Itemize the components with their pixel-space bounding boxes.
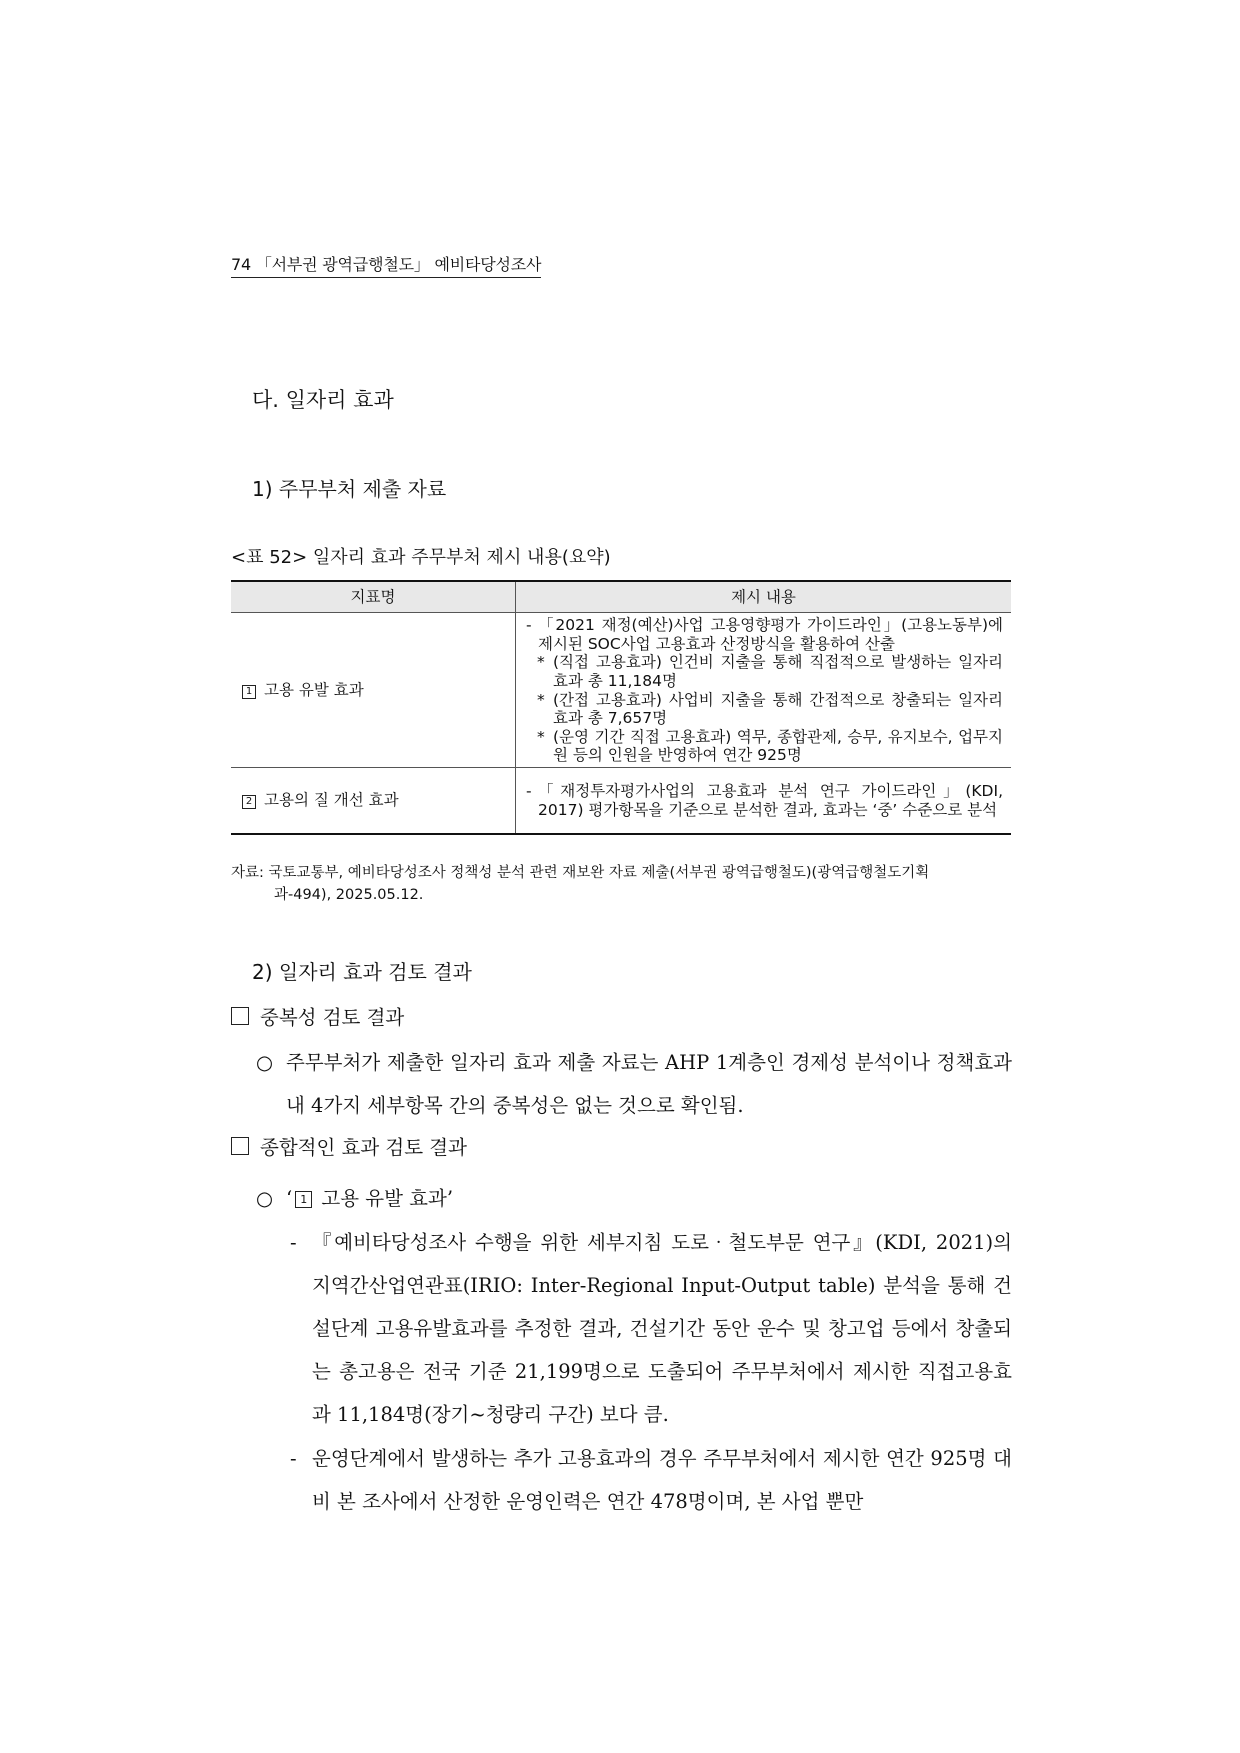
overall-review-heading <box>231 1132 467 1160</box>
item-name: 고용 유발 효과’ <box>321 1187 454 1210</box>
dash-marker: - <box>526 616 532 635</box>
asterisk-marker: * <box>537 727 545 746</box>
paragraph-text: 『예비타당성조사 수행을 위한 세부지침 도로‧철도부문 연구』(KDI, 2021)의 지역간산업연관표(IRIO: Inter-Regional Input-Output table) 분석을 통해 건설단계 고용유발효과를 추정한 결과, 건설기간 동안 운수 및 창고업 등에서 창출되는 총고용은 전국 기준 21,199명으로 도출되어 주무부처에서 제시한 직접고용효과 11,184명(장기~청량리 구간) 보다 큼. <box>312 1231 1012 1426</box>
running-header: 74 「서부권 광역급행철도」 예비타당성조사 <box>231 252 541 278</box>
dash-marker: - <box>290 1231 297 1254</box>
circle-bullet-icon: ○ <box>256 1187 274 1210</box>
square-bullet-icon <box>231 1137 249 1155</box>
indicator-name: 고용의 질 개선 효과 <box>264 790 399 809</box>
table-caption: <표 52> 일자리 효과 주무부처 제시 내용(요약) <box>231 547 611 568</box>
item-number-box: 1 <box>295 1191 312 1208</box>
subsection-title-2: 2) 일자리 효과 검토 결과 <box>252 960 472 984</box>
content-text: 「재정투자평가사업의 고용효과 분석 연구 가이드라인」(KDI, 2017) 평가항목을 기준으로 분석한 결과, 효과는 ‘중’ 수준으로 분석 <box>538 782 1003 819</box>
overlap-review-item <box>256 1041 1012 1127</box>
column-header-content: 제시 내용 <box>516 581 1012 613</box>
asterisk-marker: * <box>537 690 545 709</box>
indicator-name: 고용 유발 효과 <box>264 680 364 699</box>
item-number-box: 1 <box>242 685 256 699</box>
overlap-review-heading <box>231 1002 404 1030</box>
content-line <box>524 728 1003 765</box>
heading-text: 종합적인 효과 검토 결과 <box>260 1136 467 1159</box>
review-dash-paragraph <box>290 1437 1012 1523</box>
overall-review-item <box>256 1177 1012 1220</box>
job-effect-summary-table <box>231 580 1011 835</box>
content-cell <box>516 613 1012 768</box>
table-row <box>231 768 1011 834</box>
content-cell <box>516 768 1012 834</box>
dash-marker: - <box>290 1447 297 1470</box>
asterisk-marker: * <box>537 653 545 672</box>
content-line <box>524 691 1003 728</box>
indicator-cell <box>231 768 516 834</box>
circle-bullet-icon: ○ <box>256 1051 274 1074</box>
subsection-title-1: 1) 주무부처 제출 자료 <box>252 477 447 501</box>
item-heading <box>286 1177 1012 1220</box>
table-row <box>231 613 1011 768</box>
square-bullet-icon <box>231 1007 249 1025</box>
content-line <box>524 782 1003 819</box>
dash-marker: - <box>526 782 532 801</box>
item-number-box: 2 <box>242 795 256 809</box>
indicator-cell <box>231 613 516 768</box>
heading-text: 중복성 검토 결과 <box>260 1006 405 1029</box>
review-dash-paragraph <box>290 1221 1012 1436</box>
source-note-line: 과-494), 2025.05.12. <box>274 887 424 903</box>
content-line <box>524 616 1003 653</box>
content-text: 「2021 재정(예산)사업 고용영향평가 가이드라인」(고용노동부)에 제시된 SOC사업 고용효과 산정방식을 활용하여 산출 <box>538 616 1003 653</box>
column-header-indicator: 지표명 <box>231 581 516 613</box>
section-title: 다. 일자리 효과 <box>252 388 394 412</box>
paragraph-text: 주무부처가 제출한 일자리 효과 제출 자료는 AHP 1계층인 경제성 분석이나 정책효과 내 4가지 세부항목 간의 중복성은 없는 것으로 확인됨. <box>286 1051 1012 1117</box>
paragraph-text: 운영단계에서 발생하는 추가 고용효과의 경우 주무부처에서 제시한 연간 925명 대비 본 조사에서 산정한 운영인력은 연간 478명이며, 본 사업 뿐만 <box>312 1447 1012 1513</box>
content-text: (운영 기간 직접 고용효과) 역무, 종합관제, 승무, 유지보수, 업무지원 등의 인원을 반영하여 연간 925명 <box>553 727 1003 765</box>
content-text: (직접 고용효과) 인건비 지출을 통해 직접적으로 발생하는 일자리 효과 총 11,184명 <box>553 653 1003 690</box>
content-line <box>524 653 1003 690</box>
source-note-line: 자료: 국토교통부, 예비타당성조사 정책성 분석 관련 재보완 자료 제출(서부권 광역급행철도)(광역급행철도기획 <box>231 865 930 881</box>
table-header-row <box>231 581 1011 613</box>
content-text: (간접 고용효과) 사업비 지출을 통해 간접적으로 창출되는 일자리 효과 총 7,657명 <box>553 690 1003 728</box>
source-note <box>231 862 1011 906</box>
quote-mark: ‘ <box>286 1187 293 1210</box>
